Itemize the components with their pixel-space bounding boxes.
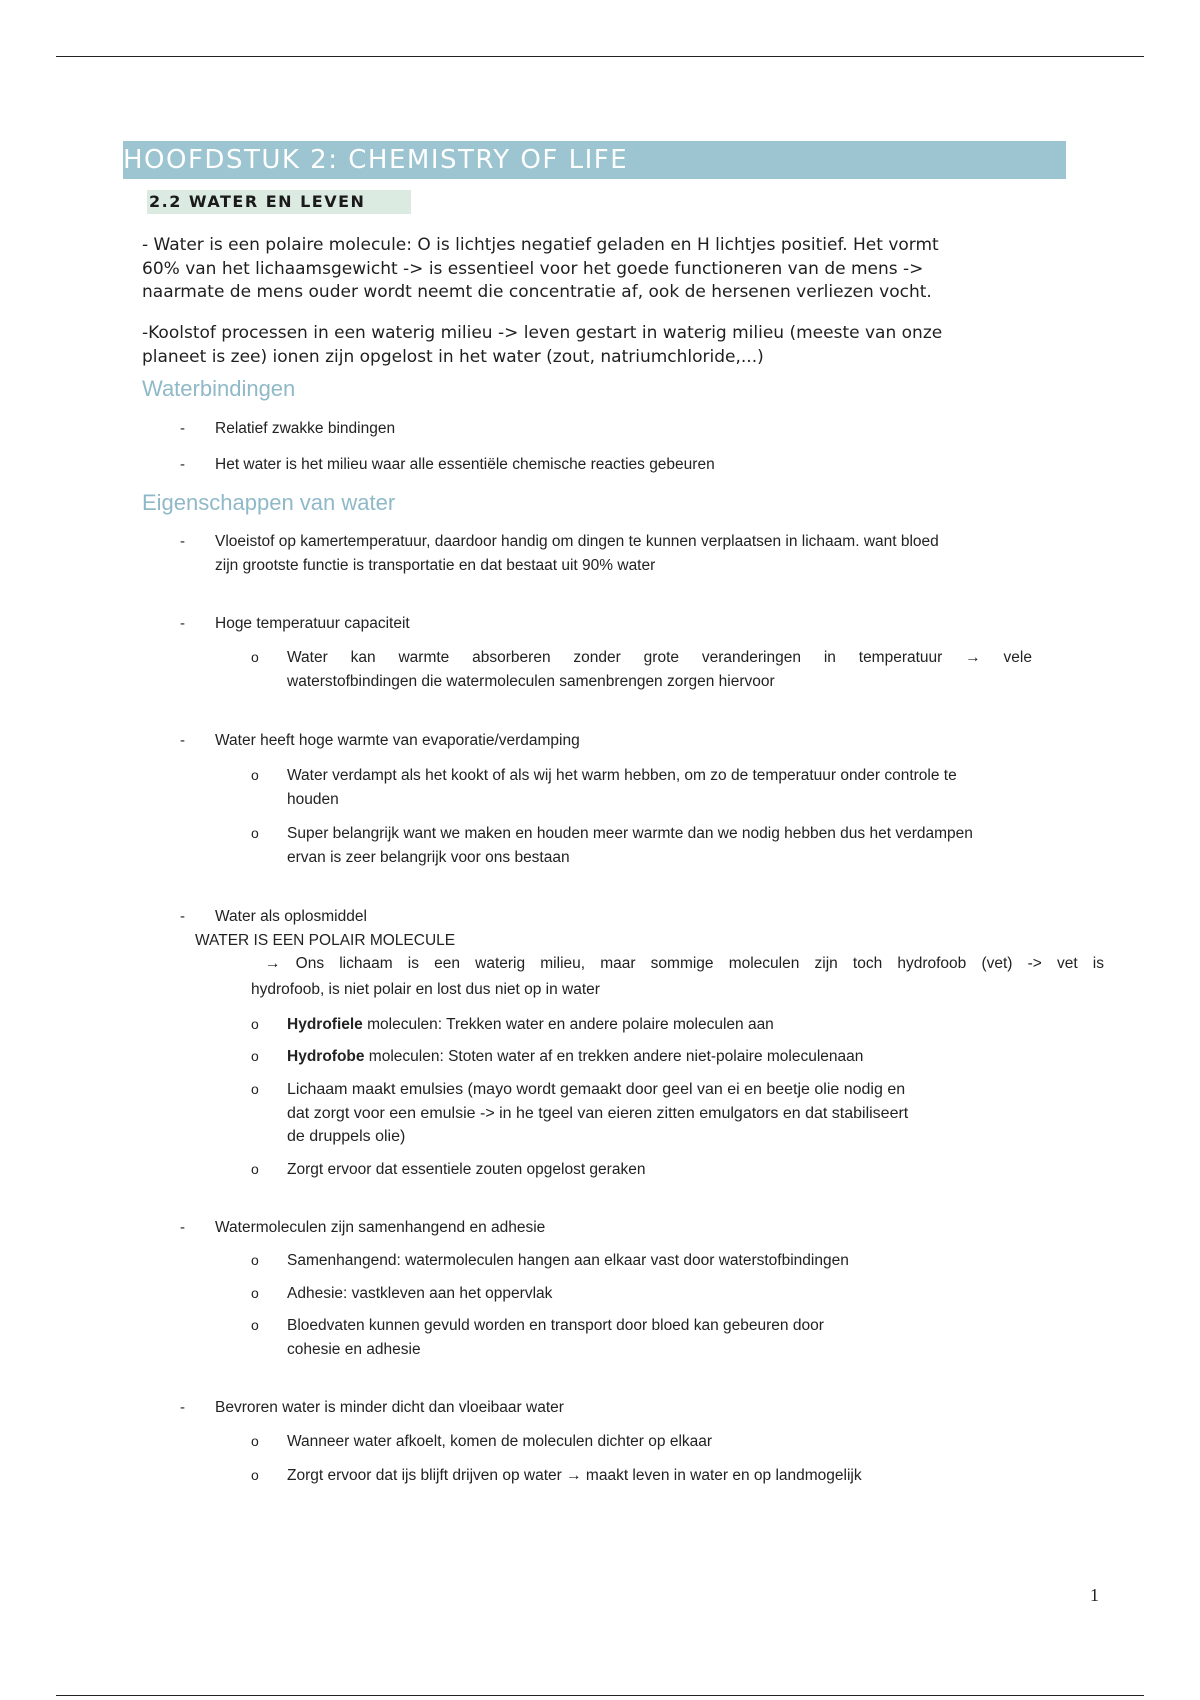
chapter-title: HOOFDSTUK 2: CHEMISTRY OF LIFE bbox=[123, 141, 1066, 179]
intro-p2-line: -Koolstof processen in een waterig milieu -> leven gestart in waterig milieu (meeste van onze bbox=[142, 323, 943, 343]
circle-bullet: o bbox=[251, 1317, 259, 1333]
list-item-samenhangend: Watermoleculen zijn samenhangend en adhesie bbox=[215, 1219, 546, 1236]
hydrofobe-term: Hydrofobe bbox=[287, 1048, 365, 1065]
dash-bullet: - bbox=[180, 1399, 185, 1416]
hydrofiele-text: moleculen: Trekken water en andere polaire moleculen aan bbox=[362, 1016, 774, 1033]
hydrofobe-text: moleculen: Stoten water af en trekken andere niet-polaire moleculenaan bbox=[364, 1048, 864, 1065]
circle-bullet: o bbox=[251, 1285, 259, 1301]
sub-line: Super belangrijk want we maken en houden meer warmte dan we nodig hebben dus het verdampen bbox=[287, 825, 973, 842]
sub-item-hoge-temp bbox=[287, 646, 1032, 693]
top-rule bbox=[56, 56, 1144, 57]
sub-line: Lichaam maakt emulsies (mayo wordt gemaakt door geel van ei en beetje olie nodig en bbox=[287, 1081, 906, 1098]
sub-item-bevroren-1: Wanneer water afkoelt, komen de moleculen dichter op elkaar bbox=[287, 1433, 713, 1450]
circle-bullet: o bbox=[251, 1081, 259, 1097]
sub-item-hydrofobe bbox=[287, 1045, 1107, 1069]
dash-bullet: - bbox=[180, 456, 185, 473]
arrow-paragraph bbox=[251, 951, 1104, 1003]
sub-item-evaporatie-1 bbox=[287, 764, 1107, 811]
list-item-hoge-temp: Hoge temperatuur capaciteit bbox=[215, 615, 410, 632]
arrow-line: hydrofoob, is niet polair en lost dus niet op in water bbox=[251, 981, 600, 998]
circle-bullet: o bbox=[251, 1252, 259, 1268]
heading-eigenschappen: Eigenschappen van water bbox=[142, 490, 396, 515]
dash-bullet: - bbox=[180, 533, 185, 550]
circle-bullet: o bbox=[251, 1161, 259, 1177]
sub-line: cohesie en adhesie bbox=[287, 1340, 421, 1358]
sub-line: Water kan warmte absorberen zonder grote veranderingen in temperatuur → vele bbox=[287, 649, 1032, 666]
dash-bullet: - bbox=[180, 420, 185, 437]
sub-item-zouten: Zorgt ervoor dat essentiele zouten opgelost geraken bbox=[287, 1161, 646, 1178]
sub-item-evaporatie-2 bbox=[287, 822, 1107, 869]
circle-bullet: o bbox=[251, 1048, 259, 1064]
bottom-rule bbox=[56, 1695, 1144, 1696]
circle-bullet: o bbox=[251, 1016, 259, 1032]
list-item: Relatief zwakke bindingen bbox=[215, 420, 396, 437]
sub-line: de druppels olie) bbox=[287, 1128, 406, 1145]
sub-line: ervan is zeer belangrijk voor ons bestaan bbox=[287, 848, 570, 866]
vloeistof-line: Vloeistof op kamertemperatuur, daardoor handig om dingen te kunnen verplaatsen in lichaam. want bloed bbox=[215, 533, 939, 550]
intro-p1-line: - Water is een polaire molecule: O is lichtjes negatief geladen en H lichtjes positief. Het vormt bbox=[142, 235, 939, 255]
circle-bullet: o bbox=[251, 825, 259, 841]
circle-bullet: o bbox=[251, 649, 259, 665]
sub-item-bevroren-2: Zorgt ervoor dat ijs blijft drijven op water → maakt leven in water en op landmogelijk bbox=[287, 1467, 862, 1484]
sub-item-emulsie bbox=[287, 1078, 1107, 1149]
circle-bullet: o bbox=[251, 1467, 259, 1483]
sub-item-hydrofiele bbox=[287, 1013, 1107, 1037]
dash-bullet: - bbox=[180, 732, 185, 749]
list-item-vloeistof bbox=[215, 530, 1105, 577]
vloeistof-line: zijn grootste functie is transportatie en dat bestaat uit 90% water bbox=[215, 556, 656, 574]
dash-bullet: - bbox=[180, 1219, 185, 1236]
arrow-line: → Ons lichaam is een waterig milieu, maar sommige moleculen zijn toch hydrofoob (vet) -> vet is bbox=[265, 955, 1104, 972]
intro-p1-line: 60% van het lichaamsgewicht -> is essentieel voor het goede functioneren van de mens -> bbox=[142, 258, 924, 279]
sub-line: dat zorgt voor een emulsie -> in he tgeel van eieren zitten emulgators en dat stabiliseert bbox=[287, 1104, 909, 1122]
sub-line: Bloedvaten kunnen gevuld worden en transport door bloed kan gebeuren door bbox=[287, 1317, 824, 1334]
intro-p1-line: naarmate de mens ouder wordt neemt die concentratie af, ook de hersenen verliezen vocht. bbox=[142, 282, 932, 302]
list-item-bevroren: Bevroren water is minder dicht dan vloeibaar water bbox=[215, 1399, 564, 1416]
sub-line: houden bbox=[287, 790, 339, 808]
circle-bullet: o bbox=[251, 1433, 259, 1449]
polair-caps-note: WATER IS EEN POLAIR MOLECULE bbox=[195, 932, 456, 949]
list-item: Het water is het milieu waar alle essentiële chemische reacties gebeuren bbox=[215, 456, 715, 473]
intro-p2-line: planeet is zee) ionen zijn opgelost in het water (zout, natriumchloride,...) bbox=[142, 346, 764, 367]
heading-waterbindingen: Waterbindingen bbox=[142, 376, 296, 401]
sub-item-samenhangend-1: Samenhangend: watermoleculen hangen aan elkaar vast door waterstofbindingen bbox=[287, 1252, 849, 1269]
list-item-oplosmiddel: Water als oplosmiddel bbox=[215, 908, 367, 925]
list-item-evaporatie: Water heeft hoge warmte van evaporatie/verdamping bbox=[215, 732, 580, 749]
sub-line: Water verdampt als het kookt of als wij het warm hebben, om zo de temperatuur onder controle te bbox=[287, 767, 957, 784]
circle-bullet: o bbox=[251, 767, 259, 783]
intro-paragraph-2 bbox=[142, 322, 1042, 369]
section-title: 2.2 WATER EN LEVEN bbox=[147, 190, 411, 214]
intro-paragraph-1 bbox=[142, 234, 1042, 305]
dash-bullet: - bbox=[180, 908, 185, 925]
hydrofiele-term: Hydrofiele bbox=[287, 1016, 363, 1033]
sub-item-samenhangend-2: Adhesie: vastkleven aan het oppervlak bbox=[287, 1285, 553, 1302]
dash-bullet: - bbox=[180, 615, 185, 632]
sub-line: waterstofbindingen die watermoleculen samenbrengen zorgen hiervoor bbox=[287, 672, 775, 690]
sub-item-samenhangend-3 bbox=[287, 1314, 1107, 1361]
page-number: 1 bbox=[1090, 1585, 1099, 1605]
